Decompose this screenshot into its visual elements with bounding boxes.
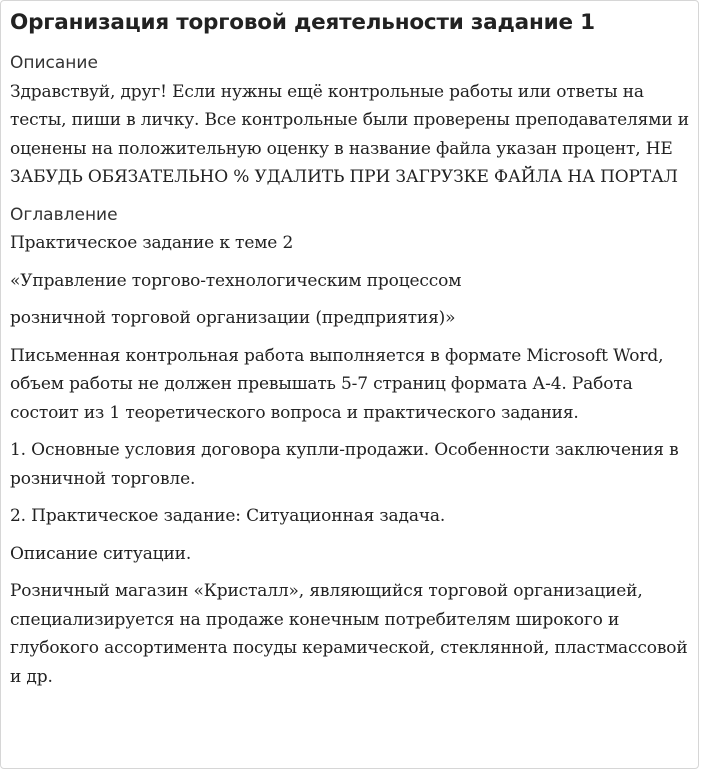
- toc-label: Оглавление: [10, 204, 118, 225]
- paragraph-subject-line-2: розничной торговой организации (предприятия)»: [10, 308, 456, 328]
- paragraph-requirements: Письменная контрольная работа выполняется в формате Microsoft Word, объем работы не должен превышать 5-7 страниц формата А-4. Работа состоит из 1 теоретического вопроса и практического задания.: [10, 345, 664, 423]
- paragraph-question-1: 1. Основные условия договора купли-продажи. Особенности заключения в розничной торговле.: [10, 440, 679, 489]
- description-text: Здравствуй, друг! Если нужны ещё контрольные работы или ответы на тесты, пиши в личку. Все контрольные были проверены преподавателями и оценены на положительную оценку в название файла указан процент, НЕ ЗАБУДЬ ОБЯЗАТЕЛЬНО % УДАЛИТЬ ПРИ ЗАГРУЗКЕ ФАЙЛА НА ПОРТАЛ: [10, 81, 689, 187]
- paragraph-situation-heading: Описание ситуации.: [10, 543, 192, 564]
- description-label: Описание: [10, 53, 98, 73]
- paragraph-situation-text: Розничный магазин «Кристалл», являющийся торговой организацией, специализируется на продаже конечным потребителям широкого и глубокого ассортимента посуды керамической, стеклянной, пластмассовой и др.: [10, 581, 688, 687]
- paragraph-subject-line-1: «Управление торгово-технологическим процессом: [10, 270, 462, 291]
- paragraph-topic: Практическое задание к теме 2: [10, 233, 294, 253]
- document-content: [1, 1, 698, 691]
- page-title: Организация торговой деятельности задание 1: [10, 10, 595, 35]
- paragraph-question-2: 2. Практическое задание: Ситуационная задача.: [10, 506, 446, 526]
